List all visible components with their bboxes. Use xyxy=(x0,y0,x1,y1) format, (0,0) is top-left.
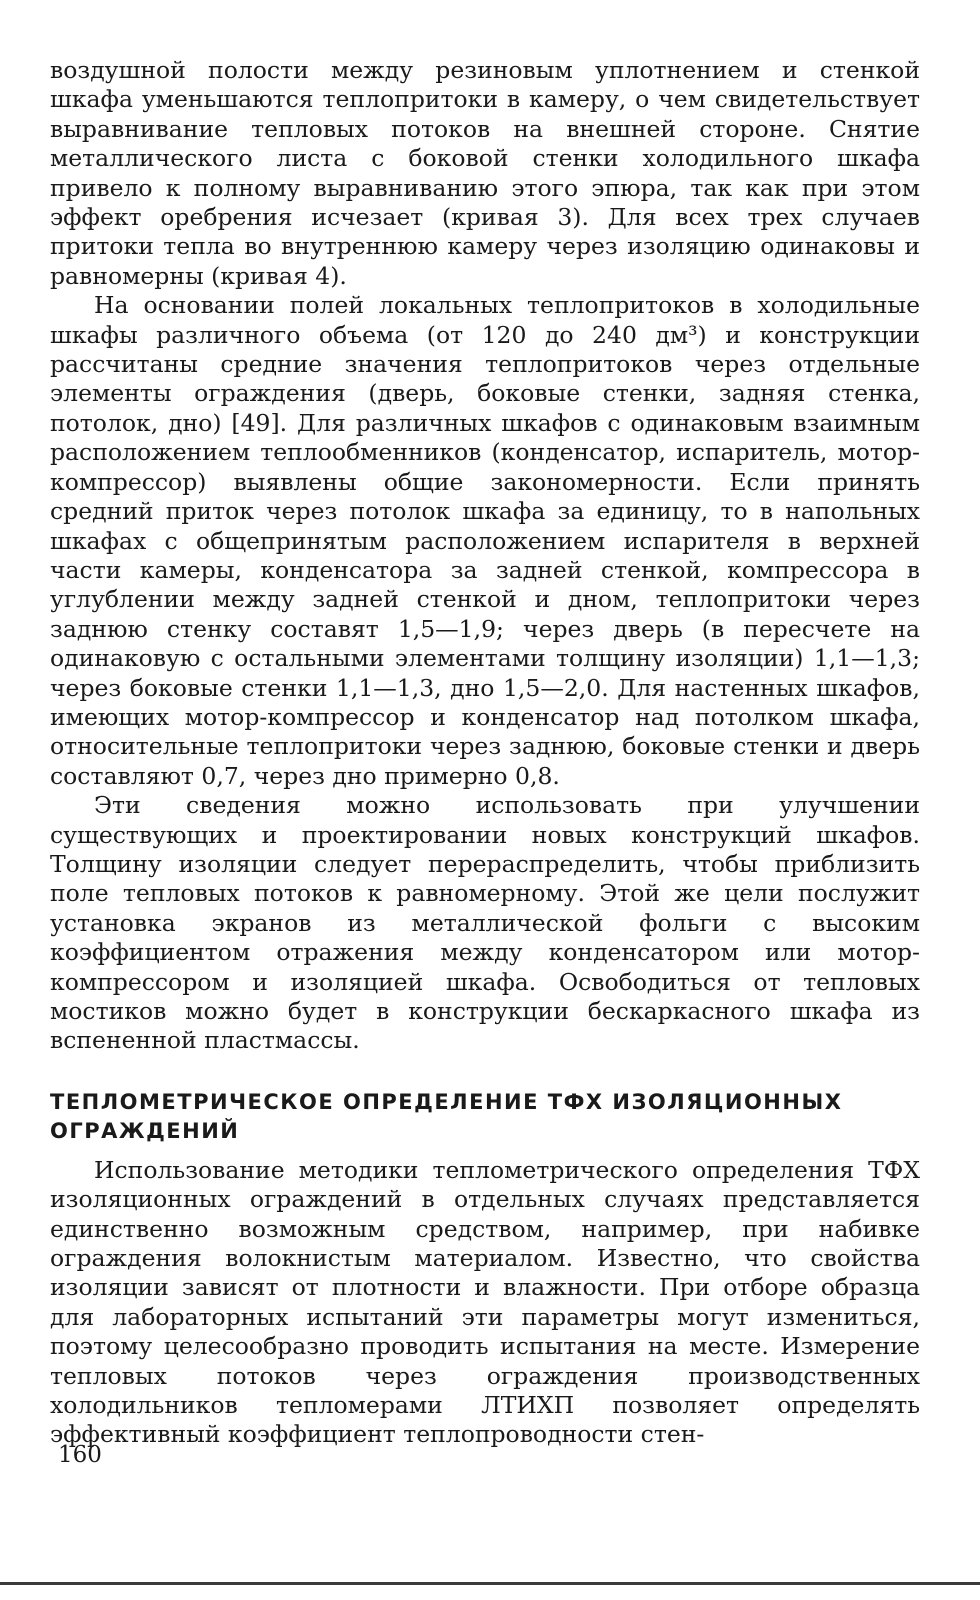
page-number: 160 xyxy=(58,1442,102,1468)
bottom-scan-edge xyxy=(0,1582,980,1585)
paragraph-heat-metering-method: Использование методики теплометрического определения ТФХ изоляционных ограждений в отдельных случаях представляется единственно возможным средством, например, при набивке ограждения волокнистым материалом. Известно, что свойства изоляции зависят от плотности и влажности. При отборе образца для лабораторных испытаний эти параметры могут измениться, поэтому целесообразно проводить испытания на месте. Измерение тепловых потоков через ограждения производственных холодильников тепломерами ЛТИХП позволяет определять эффективный коэффициент теплопроводности стен- xyxy=(50,1155,920,1449)
section-heading: ТЕПЛОМЕТРИЧЕСКОЕ ОПРЕДЕЛЕНИЕ ТФХ ИЗОЛЯЦИОННЫХ ОГРАЖДЕНИЙ xyxy=(50,1089,843,1143)
page-text xyxy=(50,56,920,1450)
paragraph-design-recommendations: Эти сведения можно использовать при улучшении существующих и проектировании новых конструкций шкафов. Толщину изоляции следует перераспределить, чтобы приблизить поле тепловых потоков к равномерному. Этой же цели послужит установка экранов из металлической фольги с высоким коэффициентом отражения между конденсатором или мотор-компрессором и изоляцией шкафа. Освободиться от тепловых мостиков можно будет в конструкции бескаркасного шкафа из вспененной пластмассы. xyxy=(50,791,920,1055)
paragraph-continuation: воздушной полости между резиновым уплотнением и стенкой шкафа уменьшаются теплопритоки в камеру, о чем свидетельствует выравнивание тепловых потоков на внешней стороне. Снятие металлического листа с боковой стенки холодильного шкафа привело к полному выравниванию этого эпюра, так как при этом эффект оребрения исчезает (кривая 3). Для всех трех случаев притоки тепла во внутреннюю камеру через изоляцию одинаковы и равномерны (кривая 4). xyxy=(50,56,920,290)
paragraph-local-heat-inflows: На основании полей локальных теплопритоков в холодильные шкафы различного объема (от 120 до 240 дм³) и конструкции рассчитаны средние значения теплопритоков через отдельные элементы ограждения (дверь, боковые стенки, задняя стенка, потолок, дно) [49]. Для различных шкафов с одинаковым взаимным расположением теплообменников (конденсатор, испаритель, мотор-компрессор) выявлены общие закономерности. Если принять средний приток через потолок шкафа за единицу, то в напольных шкафах с общепринятым расположением испарителя в верхней части камеры, конденсатора за задней стенкой, компрессора в углублении между задней стенкой и дном, теплопритоки через заднюю стенку составят 1,5—1,9; через дверь (в пересчете на одинаковую с остальными элементами толщину изоляции) 1,1—1,3; через боковые стенки 1,1—1,3, дно 1,5—2,0. Для настенных шкафов, имеющих мотор-компрессор и конденсатор над потолком шкафа, относительные теплопритоки через заднюю, боковые стенки и дверь составляют 0,7, через дно примерно 0,8. xyxy=(50,291,920,790)
